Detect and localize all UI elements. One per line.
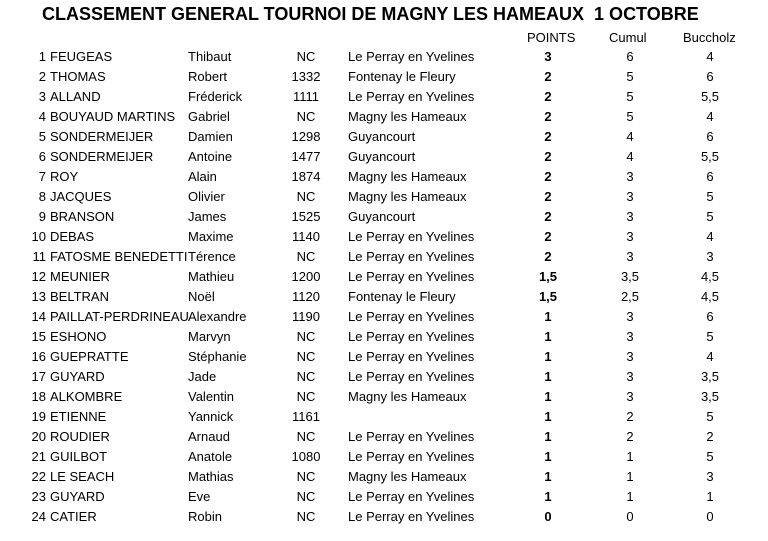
elo-cell: NC (296, 389, 316, 404)
table-row (0, 187, 768, 207)
points-cell: 2 (544, 149, 552, 164)
rank-cell: 8 (38, 189, 46, 204)
table-row (0, 87, 768, 107)
points-cell: 1 (544, 329, 552, 344)
cumul-cell: 1 (626, 449, 634, 464)
table-row (0, 307, 768, 327)
last-name-cell: ROY (50, 169, 79, 184)
rank-cell: 20 (31, 429, 46, 444)
last-name-cell: PAILLAT-PERDRINEAU (50, 309, 189, 324)
cumul-cell: 3 (626, 369, 634, 384)
elo-cell: NC (296, 489, 316, 504)
rank-cell: 11 (32, 249, 46, 264)
first-name-cell: Valentin (188, 389, 235, 404)
elo-cell: 1874 (291, 169, 321, 184)
elo-cell: NC (296, 369, 316, 384)
last-name-cell: SONDERMEIJER (50, 149, 154, 164)
first-name-cell: Térence (188, 249, 236, 264)
cumul-cell: 3 (626, 249, 634, 264)
rank-cell: 3 (38, 89, 46, 104)
points-cell: 1 (544, 309, 552, 324)
last-name-cell: ESHONO (50, 329, 107, 344)
first-name-cell: Gabriel (188, 109, 230, 124)
last-name-cell: GUILBOT (50, 449, 108, 464)
buchholz-cell: 4,5 (700, 289, 720, 304)
last-name-cell: BOUYAUD MARTINS (50, 109, 176, 124)
rank-cell: 13 (31, 289, 46, 304)
buchholz-cell: 3 (706, 249, 714, 264)
first-name-cell: Alexandre (188, 309, 247, 324)
table-row (0, 47, 768, 67)
first-name-cell: Damien (188, 129, 233, 144)
cumul-cell: 3,5 (620, 269, 640, 284)
last-name-cell: ALKOMBRE (50, 389, 123, 404)
first-name-cell: Marvyn (188, 329, 231, 344)
table-row (0, 167, 768, 187)
points-cell: 2 (544, 89, 552, 104)
club-cell: Le Perray en Yvelines (348, 309, 475, 324)
table-row (0, 387, 768, 407)
table-row (0, 267, 768, 287)
points-cell: 2 (544, 69, 552, 84)
cumul-cell: 2 (626, 409, 634, 424)
points-cell: 2 (544, 209, 552, 224)
club-cell: Le Perray en Yvelines (348, 49, 475, 64)
buchholz-cell: 2 (706, 429, 714, 444)
last-name-cell: THOMAS (50, 69, 106, 84)
points-cell: 3 (544, 49, 552, 64)
first-name-cell: Eve (188, 489, 211, 504)
club-cell: Guyancourt (348, 129, 416, 144)
first-name-cell: Fréderick (188, 89, 243, 104)
rank-cell: 2 (38, 69, 46, 84)
first-name-cell: Olivier (188, 189, 225, 204)
last-name-cell: GUYARD (50, 369, 105, 384)
rank-cell: 14 (31, 309, 46, 324)
rank-cell: 4 (38, 109, 46, 124)
first-name-cell: Thibaut (188, 49, 232, 64)
buchholz-cell: 4,5 (700, 269, 720, 284)
club-cell: Le Perray en Yvelines (348, 229, 475, 244)
cumul-cell: 1 (626, 469, 634, 484)
club-cell: Fontenay le Fleury (348, 69, 456, 84)
buchholz-cell: 3 (706, 469, 714, 484)
rank-cell: 1 (38, 49, 46, 64)
club-cell: Magny les Hameaux (348, 109, 467, 124)
header-points: POINTS (527, 30, 576, 45)
buchholz-cell: 5 (706, 209, 714, 224)
last-name-cell: JACQUES (50, 189, 112, 204)
points-cell: 1 (544, 449, 552, 464)
club-cell: Le Perray en Yvelines (348, 509, 475, 524)
first-name-cell: Arnaud (188, 429, 230, 444)
rank-cell: 6 (38, 149, 46, 164)
elo-cell: NC (296, 509, 316, 524)
points-cell: 1 (544, 409, 552, 424)
cumul-cell: 3 (626, 209, 634, 224)
cumul-cell: 1 (626, 489, 634, 504)
first-name-cell: Stéphanie (188, 349, 247, 364)
buchholz-cell: 5 (706, 189, 714, 204)
table-row (0, 487, 768, 507)
points-cell: 2 (544, 189, 552, 204)
elo-cell: 1080 (291, 449, 321, 464)
header-cumul: Cumul (609, 30, 647, 45)
elo-cell: NC (296, 329, 316, 344)
rank-cell: 10 (31, 229, 46, 244)
last-name-cell: DEBAS (50, 229, 95, 244)
last-name-cell: FATOSME BENEDETTI (50, 249, 188, 264)
club-cell: Le Perray en Yvelines (348, 89, 475, 104)
rank-cell: 16 (31, 349, 46, 364)
elo-cell: NC (296, 249, 316, 264)
points-cell: 2 (544, 249, 552, 264)
rank-cell: 12 (31, 269, 46, 284)
elo-cell: NC (296, 469, 316, 484)
table-row (0, 287, 768, 307)
last-name-cell: MEUNIER (50, 269, 110, 284)
club-cell: Le Perray en Yvelines (348, 349, 475, 364)
club-cell: Guyancourt (348, 209, 416, 224)
first-name-cell: Noël (188, 289, 215, 304)
elo-cell: 1140 (292, 229, 320, 244)
elo-cell: NC (296, 49, 316, 64)
last-name-cell: GUEPRATTE (50, 349, 129, 364)
club-cell: Le Perray en Yvelines (348, 429, 475, 444)
rank-cell: 17 (31, 369, 46, 384)
elo-cell: 1120 (292, 289, 320, 304)
table-row (0, 247, 768, 267)
elo-cell: 1200 (291, 269, 321, 284)
table-row (0, 147, 768, 167)
elo-cell: 1298 (291, 129, 321, 144)
table-row (0, 407, 768, 427)
club-cell: Le Perray en Yvelines (348, 369, 475, 384)
cumul-cell: 5 (626, 69, 634, 84)
club-cell: Le Perray en Yvelines (348, 249, 475, 264)
first-name-cell: Robert (188, 69, 228, 84)
cumul-cell: 6 (626, 49, 634, 64)
first-name-cell: James (188, 209, 227, 224)
buchholz-cell: 6 (706, 129, 714, 144)
club-cell: Le Perray en Yvelines (348, 489, 475, 504)
points-cell: 2 (544, 109, 552, 124)
points-cell: 2 (544, 229, 552, 244)
last-name-cell: BRANSON (50, 209, 115, 224)
buchholz-cell: 3,5 (700, 369, 720, 384)
rank-cell: 21 (31, 449, 46, 464)
buchholz-cell: 6 (706, 309, 714, 324)
club-cell: Magny les Hameaux (348, 169, 467, 184)
cumul-cell: 3 (626, 349, 634, 364)
cumul-cell: 4 (626, 149, 634, 164)
points-cell: 2 (544, 129, 552, 144)
elo-cell: 1332 (291, 69, 321, 84)
cumul-cell: 0 (626, 509, 634, 524)
elo-cell: NC (296, 109, 316, 124)
elo-cell: 1161 (292, 409, 320, 424)
table-row (0, 107, 768, 127)
last-name-cell: LE SEACH (50, 469, 115, 484)
last-name-cell: ETIENNE (50, 409, 107, 424)
rank-cell: 9 (38, 209, 46, 224)
first-name-cell: Yannick (188, 409, 234, 424)
buchholz-cell: 3,5 (700, 389, 720, 404)
rank-cell: 23 (31, 489, 46, 504)
buchholz-cell: 5 (706, 409, 714, 424)
points-cell: 1,5 (538, 269, 558, 284)
buchholz-cell: 6 (706, 169, 714, 184)
buchholz-cell: 1 (706, 489, 714, 504)
points-cell: 1 (544, 389, 552, 404)
first-name-cell: Mathieu (188, 269, 235, 284)
last-name-cell: ROUDIER (50, 429, 110, 444)
points-cell: 1 (544, 429, 552, 444)
club-cell: Magny les Hameaux (348, 389, 467, 404)
buchholz-cell: 4 (706, 349, 714, 364)
cumul-cell: 2,5 (620, 289, 640, 304)
points-cell: 2 (544, 169, 552, 184)
table-row (0, 127, 768, 147)
cumul-cell: 3 (626, 389, 634, 404)
club-cell: Le Perray en Yvelines (348, 269, 475, 284)
table-row (0, 67, 768, 87)
rank-cell: 15 (31, 329, 46, 344)
last-name-cell: SONDERMEIJER (50, 129, 154, 144)
cumul-cell: 2 (626, 429, 634, 444)
buchholz-cell: 0 (706, 509, 714, 524)
points-cell: 1 (544, 349, 552, 364)
table-row (0, 467, 768, 487)
points-cell: 0 (544, 509, 552, 524)
buchholz-cell: 5,5 (700, 149, 720, 164)
cumul-cell: 5 (626, 89, 634, 104)
club-cell: Guyancourt (348, 149, 416, 164)
cumul-cell: 3 (626, 229, 634, 244)
points-cell: 1,5 (538, 289, 558, 304)
first-name-cell: Mathias (188, 469, 234, 484)
elo-cell: NC (296, 349, 316, 364)
table-row (0, 347, 768, 367)
first-name-cell: Antoine (188, 149, 233, 164)
rank-cell: 22 (31, 469, 46, 484)
elo-cell: 1111 (292, 89, 320, 104)
last-name-cell: CATIER (50, 509, 97, 524)
table-row (0, 507, 768, 527)
elo-cell: 1525 (291, 209, 321, 224)
club-cell: Le Perray en Yvelines (348, 329, 475, 344)
cumul-cell: 3 (626, 309, 634, 324)
points-cell: 1 (544, 489, 552, 504)
buchholz-cell: 6 (706, 69, 714, 84)
cumul-cell: 3 (626, 169, 634, 184)
last-name-cell: FEUGEAS (50, 49, 113, 64)
buchholz-cell: 5 (706, 449, 714, 464)
rank-cell: 19 (31, 409, 46, 424)
points-cell: 1 (544, 369, 552, 384)
buchholz-cell: 4 (706, 49, 714, 64)
rank-cell: 5 (38, 129, 46, 144)
elo-cell: NC (296, 429, 316, 444)
table-row (0, 447, 768, 467)
first-name-cell: Alain (188, 169, 217, 184)
page-title: CLASSEMENT GENERAL TOURNOI DE MAGNY LES HAMEAUX 1 OCTOBRE (42, 4, 699, 24)
rank-cell: 7 (38, 169, 46, 184)
last-name-cell: ALLAND (50, 89, 101, 104)
buchholz-cell: 4 (706, 109, 714, 124)
club-cell: Le Perray en Yvelines (348, 449, 475, 464)
rank-cell: 24 (31, 509, 46, 524)
first-name-cell: Robin (188, 509, 222, 524)
header-buchholz: Buccholz (683, 30, 736, 45)
cumul-cell: 3 (626, 329, 634, 344)
elo-cell: 1477 (291, 149, 321, 164)
table-row (0, 207, 768, 227)
elo-cell: 1190 (292, 309, 320, 324)
cumul-cell: 5 (626, 109, 634, 124)
last-name-cell: BELTRAN (50, 289, 109, 304)
table-row (0, 367, 768, 387)
buchholz-cell: 5 (706, 329, 714, 344)
cumul-cell: 3 (626, 189, 634, 204)
buchholz-cell: 5,5 (700, 89, 720, 104)
first-name-cell: Anatole (188, 449, 233, 464)
cumul-cell: 4 (626, 129, 634, 144)
first-name-cell: Maxime (188, 229, 234, 244)
buchholz-cell: 4 (706, 229, 714, 244)
table-row (0, 227, 768, 247)
table-row (0, 427, 768, 447)
points-cell: 1 (544, 469, 552, 484)
table-row (0, 327, 768, 347)
elo-cell: NC (296, 189, 316, 204)
first-name-cell: Jade (188, 369, 217, 384)
club-cell: Magny les Hameaux (348, 189, 467, 204)
club-cell: Fontenay le Fleury (348, 289, 456, 304)
last-name-cell: GUYARD (50, 489, 105, 504)
club-cell: Magny les Hameaux (348, 469, 467, 484)
rank-cell: 18 (31, 389, 46, 404)
